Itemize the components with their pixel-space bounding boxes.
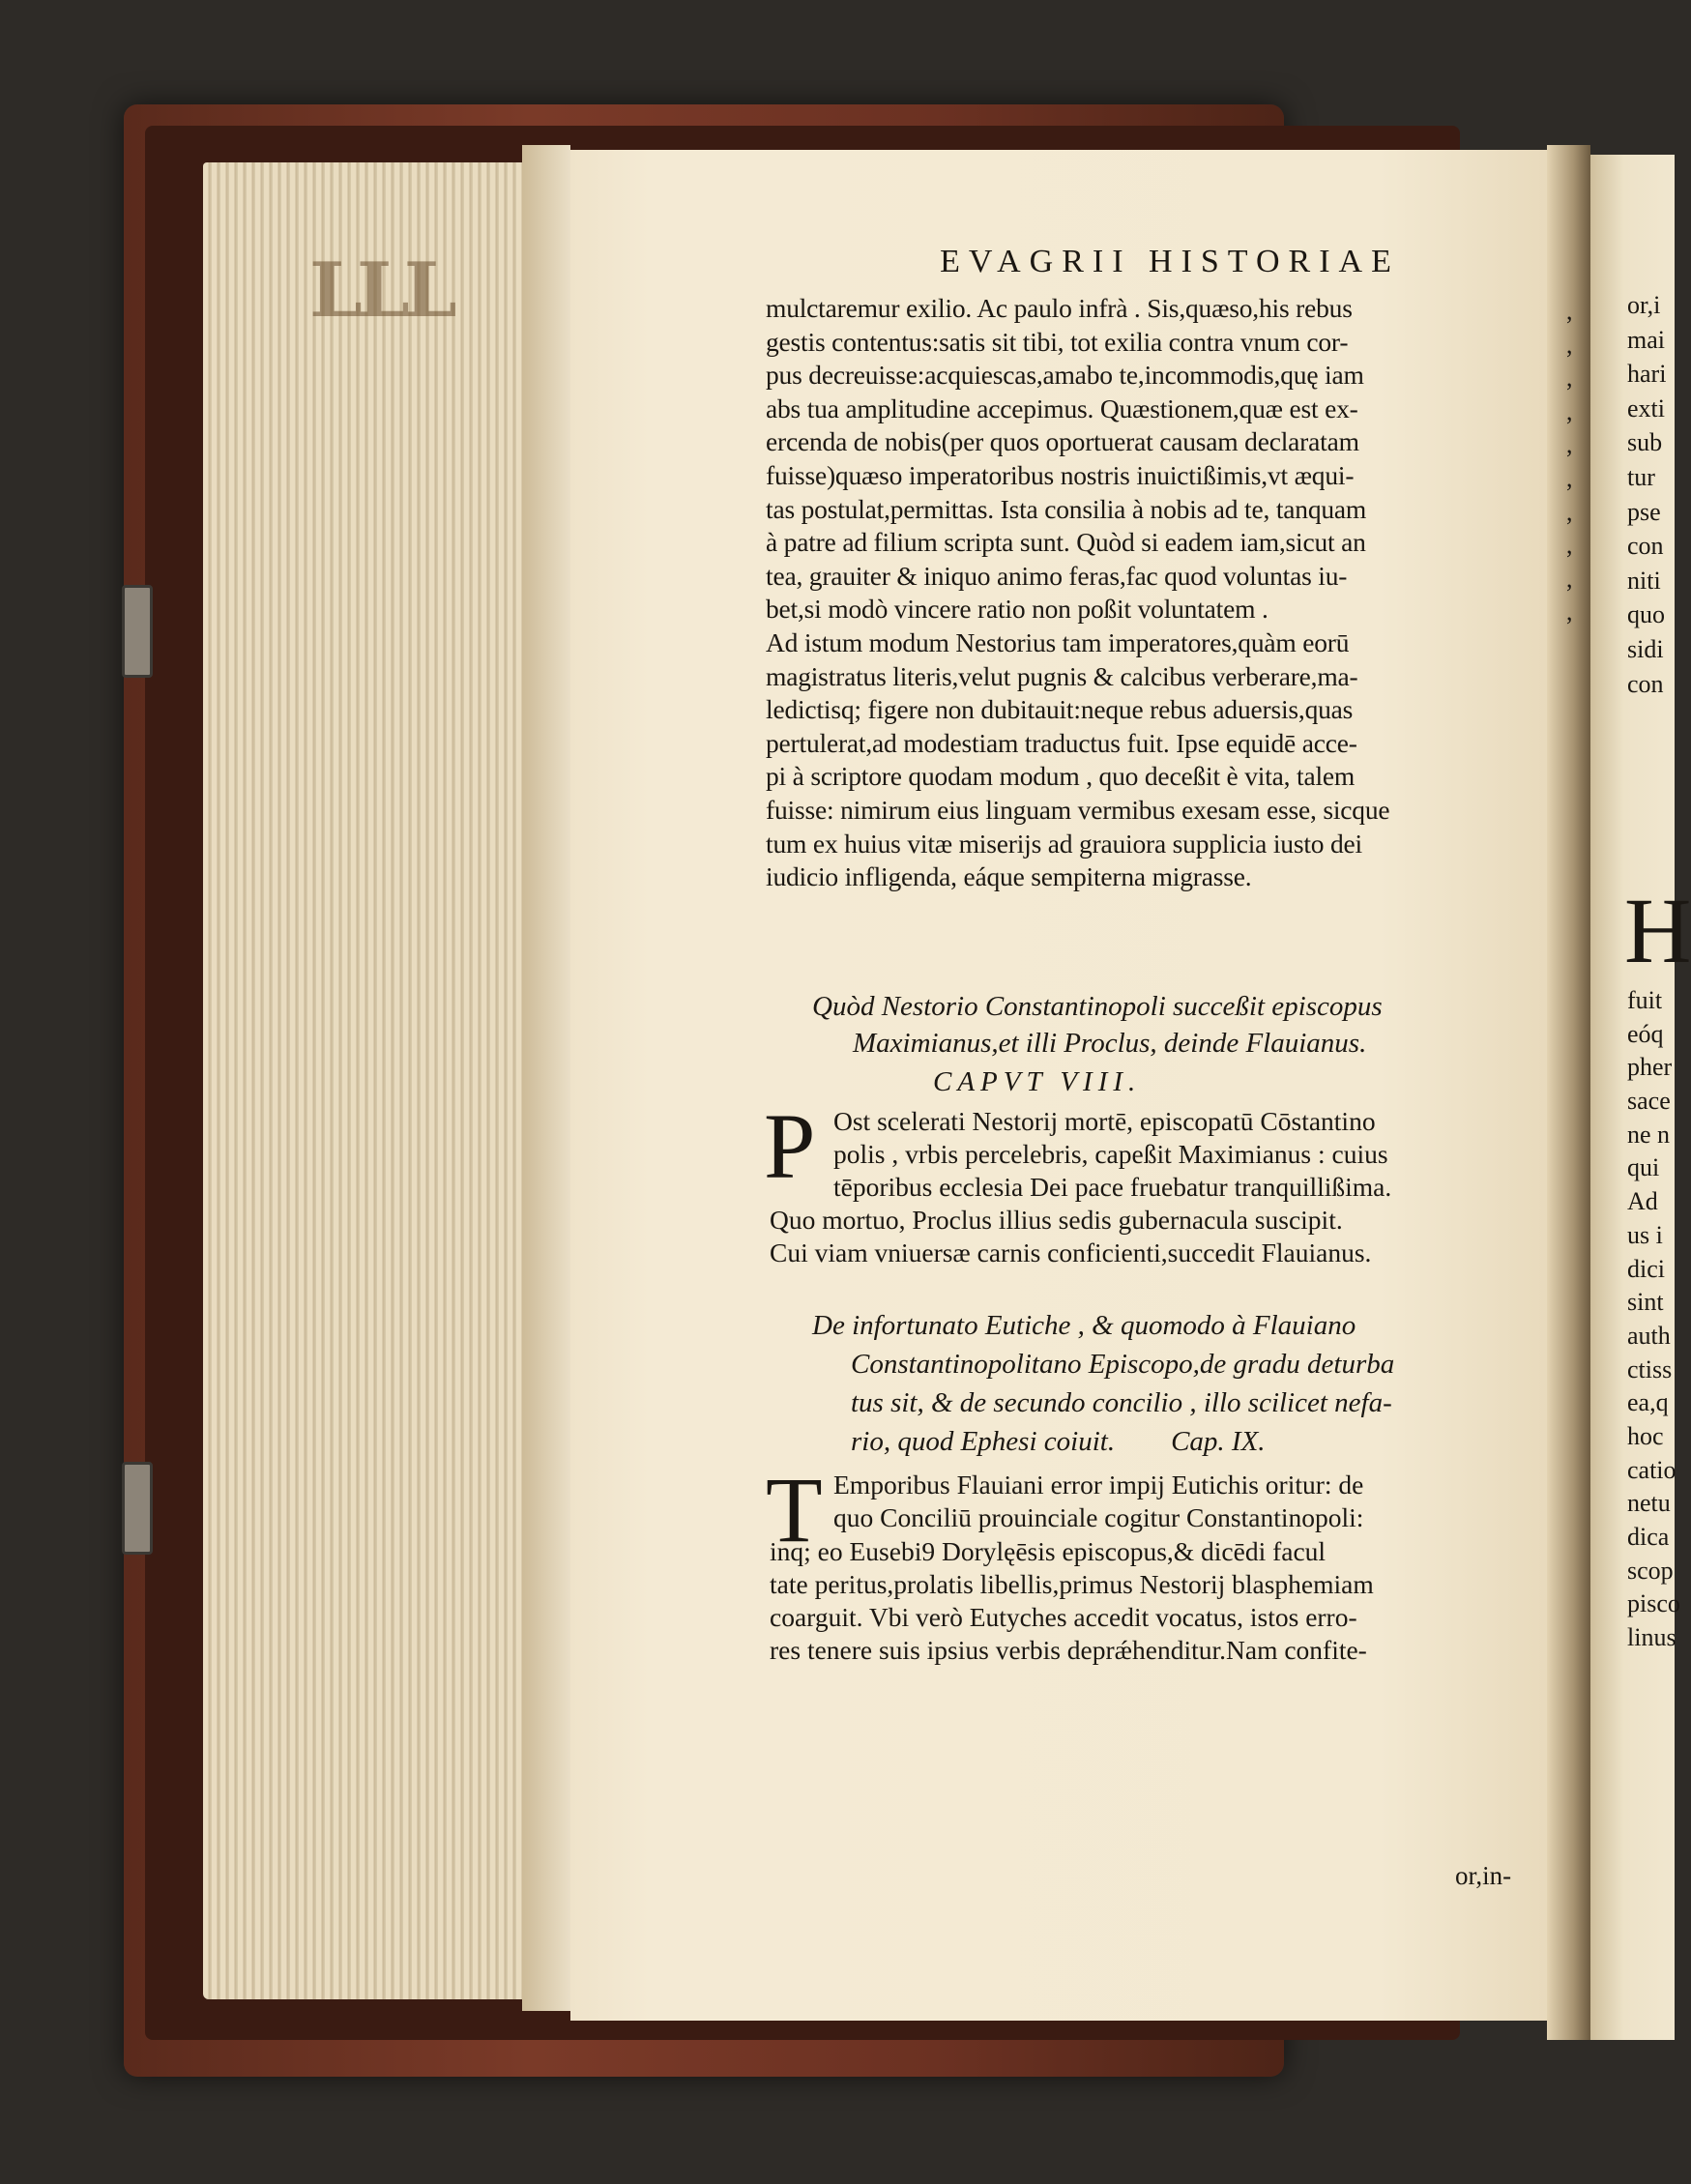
margin-comma: , <box>1566 597 1573 626</box>
fragment: scop <box>1627 1556 1674 1585</box>
text-line: tea, grauiter & iniquo animo feras,fac quod voluntas iu- <box>766 560 1348 591</box>
margin-comma: , <box>1566 330 1573 359</box>
chapter-9-rubric-line: tus sit, & de secundo concilio , illo scilicet nefa- <box>851 1387 1392 1418</box>
text-line: bet,si modò vincere ratio non poßit voluntatem . <box>766 594 1268 625</box>
text-line: ercenda de nobis(per quos oportuerat causam declaratam <box>766 426 1359 457</box>
text-line: coarguit. Vbi verò Eutyches accedit vocatus, istos erro- <box>770 1602 1357 1632</box>
fragment: exti <box>1627 393 1665 422</box>
text-line: pertulerat,ad modestiam traductus fuit. Ipse equidē acce- <box>766 727 1357 758</box>
fragment: sace <box>1627 1087 1671 1116</box>
fragment: qui <box>1627 1153 1660 1182</box>
text-line: Cui viam vniuersæ carnis conficienti,succedit Flauianus. <box>770 1238 1372 1267</box>
chapter-9-text <box>833 1469 1363 1534</box>
margin-comma: , <box>1566 564 1573 593</box>
margin-comma: , <box>1566 497 1573 526</box>
text-line: pi à scriptore quodam modum , quo deceßit è vita, talem <box>766 761 1356 792</box>
text-line: Ad istum modum Nestorius tam imperatores,quàm eorū <box>766 626 1350 657</box>
page-edges <box>203 162 570 1999</box>
fragment: hari <box>1627 360 1667 389</box>
fragment: pisco <box>1627 1589 1680 1618</box>
fragment: catio <box>1627 1455 1676 1484</box>
quotation-commas <box>1566 295 1573 629</box>
text-line: Emporibus Flauiani error impij Eutichis oritur: de <box>833 1470 1364 1500</box>
text-line: tas postulat,permittas. Ista consilia à nobis ad te, tanquam <box>766 493 1367 524</box>
clasp-upper <box>122 585 153 678</box>
fragment: dici <box>1627 1254 1665 1283</box>
chapter-8-rubric-line: Quòd Nestorio Constantinopoli succeßit episcopus <box>812 991 1383 1022</box>
fragment: ea,q <box>1627 1388 1669 1417</box>
catchword: or,in- <box>1455 1861 1512 1890</box>
page-edge-fold <box>522 145 570 2011</box>
text-line: tate peritus,prolatis libellis,primus Nestorij blasphemiam <box>770 1569 1374 1599</box>
fragment: pse <box>1627 497 1661 526</box>
fragment: mai <box>1627 325 1665 354</box>
fragment: auth <box>1627 1321 1671 1350</box>
edge-ink-mark: LLL <box>309 247 452 335</box>
chapter-9-rubric-line: rio, quod Ephesi coiuit. Cap. IX. <box>851 1426 1266 1457</box>
fragment: quo <box>1627 600 1665 629</box>
fragment: netu <box>1627 1489 1671 1518</box>
opening-paragraph <box>766 292 1568 894</box>
running-header: EVAGRII HISTORIAE <box>940 244 1400 279</box>
fragment: niti <box>1627 566 1661 595</box>
facing-page-text-bottom <box>1627 984 1680 1655</box>
text-line: Quo mortuo, Proclus illius sedis gubernacula suscipit. <box>770 1205 1343 1235</box>
fragment: ne n <box>1627 1120 1671 1149</box>
fragment: ctiss <box>1627 1354 1673 1383</box>
facing-page-initial: H <box>1624 879 1691 982</box>
text-line: fuisse)quæso imperatoribus nostris inuictißimis,vt æqui- <box>766 459 1355 490</box>
margin-comma: , <box>1566 297 1573 325</box>
text-line: ledictisq; figere non dubitauit:neque rebus aduersis,quas <box>766 694 1354 725</box>
text-line: Ost scelerati Nestorij mortē, episcopatū Cōstantino <box>833 1106 1376 1136</box>
chapter-9-text-continued <box>770 1535 1374 1667</box>
text-line: pus decreuisse:acquiescas,amabo te,incommodis,quę iam <box>766 360 1364 391</box>
text-line: iudicio infligenda, eáque sempiterna migrasse. <box>766 861 1252 892</box>
chapter-9-rubric-line: De infortunato Eutiche , & quomodo à Flauiano <box>812 1310 1356 1341</box>
fragment: sidi <box>1627 634 1664 663</box>
chapter-8-text-continued <box>770 1204 1371 1269</box>
fragment: tur <box>1627 462 1655 491</box>
chapter-8-rubric-line: Maximianus,et illi Proclus, deinde Flauianus. <box>853 1028 1367 1059</box>
fragment: us i <box>1627 1220 1663 1249</box>
fragment: sint <box>1627 1288 1664 1317</box>
fragment: sub <box>1627 428 1663 457</box>
margin-comma: , <box>1566 364 1573 393</box>
fragment: linus <box>1627 1623 1676 1652</box>
margin-comma: , <box>1566 463 1573 492</box>
fragment: con <box>1627 532 1664 561</box>
text-line: gestis contentus:satis sit tibi, tot exilia contra vnum cor- <box>766 326 1349 357</box>
text-line: mulctaremur exilio. Ac paulo infrà . Sis,quæso,his rebus <box>766 293 1353 323</box>
text-line: tum ex huius vitæ miserijs ad grauiora supplicia iusto dei <box>766 828 1362 859</box>
fragment: Ad <box>1627 1187 1658 1216</box>
fragment: hoc <box>1627 1421 1664 1450</box>
text-line: abs tua amplitudine accepimus. Quæstionem,quæ est ex- <box>766 393 1358 423</box>
margin-comma: , <box>1566 396 1573 425</box>
chapter-8-heading: CAPVT VIII. <box>933 1066 1142 1097</box>
drop-cap-p: P <box>764 1094 816 1198</box>
text-line: magistratus literis,velut pugnis & calcibus verberare,ma- <box>766 660 1358 691</box>
text-line: quo Conciliū prouinciale cogitur Constantinopoli: <box>833 1502 1364 1532</box>
chapter-9-rubric-line: Constantinopolitano Episcopo,de gradu deturba <box>851 1349 1395 1380</box>
text-line: inq; eo Eusebi9 Dorylęēsis episcopus,& dicēdi facul <box>770 1536 1327 1566</box>
margin-comma: , <box>1566 430 1573 459</box>
text-line: à patre ad filium scripta sunt. Quòd si eadem iam,sicut an <box>766 527 1366 558</box>
fragment: eóq <box>1627 1019 1664 1048</box>
chapter-8-text <box>833 1105 1391 1204</box>
text-line: polis , vrbis percelebris, capeßit Maximianus : cuius <box>833 1139 1388 1169</box>
fragment: or,i <box>1627 291 1661 319</box>
facing-page-text-top <box>1627 288 1666 701</box>
fragment: dica <box>1627 1523 1670 1551</box>
fragment: fuit <box>1627 986 1663 1014</box>
fragment: pher <box>1627 1053 1673 1082</box>
text-line: res tenere suis ipsius verbis deprǽhenditur.Nam confite- <box>770 1635 1367 1665</box>
fragment: con <box>1627 669 1664 698</box>
text-line: tēporibus ecclesia Dei pace fruebatur tranquillißima. <box>833 1172 1392 1202</box>
clasp-lower <box>122 1462 153 1555</box>
drop-cap-t: T <box>766 1458 823 1561</box>
margin-comma: , <box>1566 531 1573 560</box>
text-line: fuisse: nimirum eius linguam vermibus exesam esse, sicque <box>766 794 1390 825</box>
